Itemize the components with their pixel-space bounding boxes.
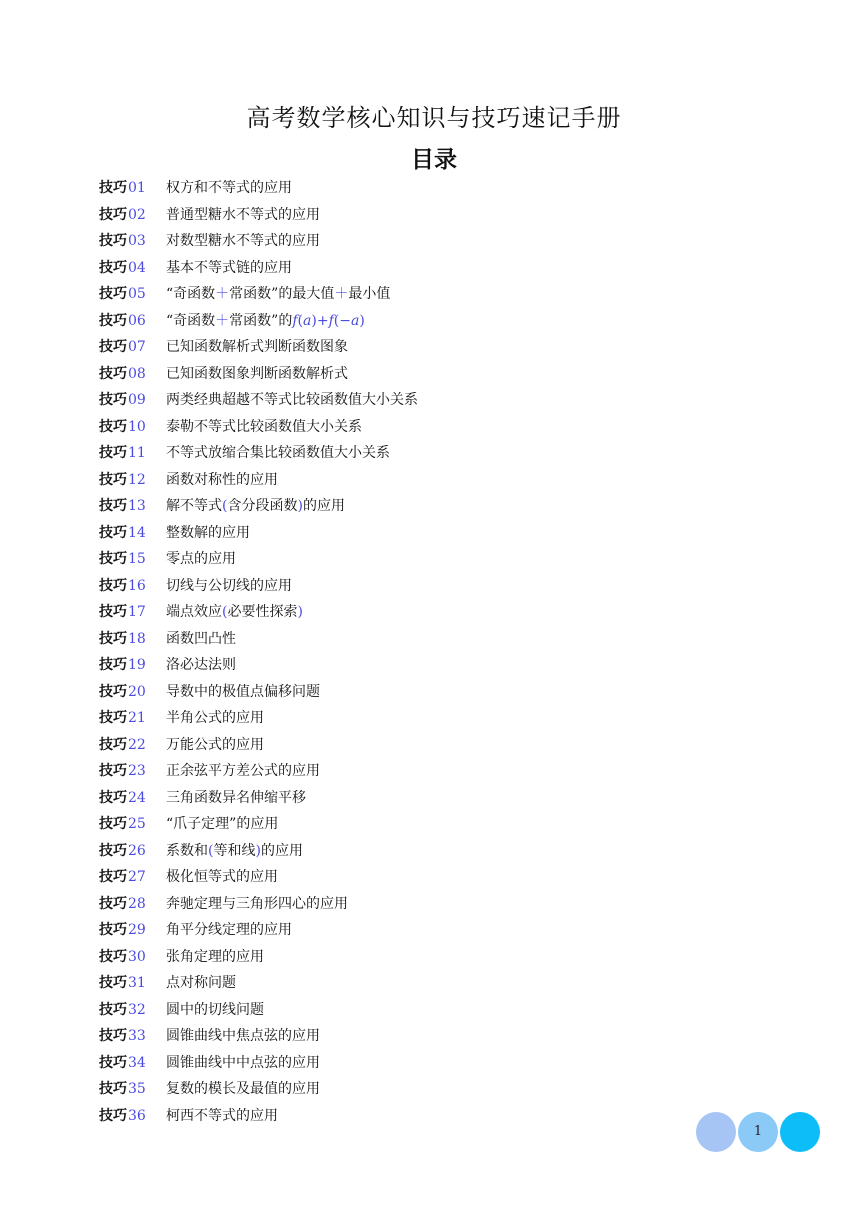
- toc-item-label: 零点的应用: [166, 551, 236, 567]
- toc-item[interactable]: [99, 626, 799, 653]
- toc-item-number: 24: [128, 789, 146, 806]
- toc-item-prefix: 技巧: [99, 1107, 127, 1124]
- toc-item-number: 14: [128, 524, 146, 541]
- toc-item-prefix: 技巧: [99, 312, 127, 329]
- table-of-contents: [99, 175, 799, 1129]
- toc-item[interactable]: [99, 467, 799, 494]
- toc-item-prefix: 技巧: [99, 710, 127, 726]
- toc-item[interactable]: [99, 758, 799, 785]
- toc-item-label: 普通型糖水不等式的应用: [166, 206, 320, 223]
- toc-item[interactable]: [99, 705, 799, 732]
- toc-item[interactable]: [99, 599, 799, 626]
- toc-item-number: 35: [128, 1081, 146, 1097]
- toc-item[interactable]: [99, 546, 799, 573]
- toc-item-number: 36: [128, 1107, 146, 1124]
- toc-item-prefix: 技巧: [99, 206, 127, 223]
- toc-item-label: 两类经典超越不等式比较函数值大小关系: [166, 392, 418, 408]
- toc-item-label: 圆锥曲线中焦点弦的应用: [166, 1028, 320, 1044]
- toc-item-number: 12: [128, 471, 146, 488]
- toc-item-number: 07: [128, 339, 146, 355]
- toc-item-prefix: 技巧: [99, 975, 127, 991]
- toc-item-label: 权方和不等式的应用: [166, 180, 292, 196]
- toc-item-number: 30: [128, 948, 146, 965]
- toc-item[interactable]: [99, 334, 799, 361]
- toc-item-number: 05: [128, 286, 146, 302]
- toc-item[interactable]: [99, 281, 799, 308]
- toc-item-label: 复数的模长及最值的应用: [166, 1081, 320, 1097]
- toc-item-number: 01: [128, 180, 146, 196]
- toc-item[interactable]: [99, 361, 799, 388]
- toc-item-prefix: 技巧: [99, 895, 127, 912]
- toc-item[interactable]: [99, 1050, 799, 1077]
- toc-item-label: 正余弦平方差公式的应用: [166, 763, 320, 779]
- toc-item-number: 28: [128, 895, 146, 912]
- toc-item-prefix: 技巧: [99, 1028, 127, 1044]
- toc-item-number: 16: [128, 577, 146, 594]
- toc-item[interactable]: [99, 970, 799, 997]
- page-number: 1: [753, 1124, 763, 1139]
- toc-item[interactable]: [99, 573, 799, 600]
- toc-item-number: 34: [128, 1054, 146, 1071]
- toc-item-prefix: 技巧: [99, 1081, 127, 1097]
- toc-item[interactable]: [99, 308, 799, 335]
- toc-item-prefix: 技巧: [99, 869, 127, 885]
- toc-item-prefix: 技巧: [99, 604, 127, 620]
- toc-item-label: 基本不等式链的应用: [166, 259, 292, 276]
- toc-item-number: 25: [128, 816, 146, 832]
- toc-item-prefix: 技巧: [99, 683, 127, 700]
- toc-item-number: 33: [128, 1028, 146, 1044]
- toc-item-label: 洛必达法则: [166, 657, 236, 673]
- toc-item-number: 06: [128, 312, 146, 329]
- toc-item[interactable]: [99, 202, 799, 229]
- toc-item-number: 02: [128, 206, 146, 223]
- toc-item-label: 不等式放缩合集比较函数值大小关系: [166, 445, 390, 461]
- toc-item[interactable]: [99, 255, 799, 282]
- toc-item[interactable]: [99, 493, 799, 520]
- toc-item-number: 10: [128, 418, 146, 435]
- toc-item-number: 17: [128, 604, 146, 620]
- toc-item-prefix: 技巧: [99, 657, 127, 673]
- toc-item-prefix: 技巧: [99, 763, 127, 779]
- toc-item[interactable]: [99, 891, 799, 918]
- toc-item-prefix: 技巧: [99, 842, 127, 859]
- toc-item[interactable]: [99, 679, 799, 706]
- toc-item-prefix: 技巧: [99, 286, 127, 302]
- toc-item-number: 13: [128, 498, 146, 514]
- toc-item-label: 整数解的应用: [166, 524, 250, 541]
- toc-item[interactable]: [99, 997, 799, 1024]
- toc-item-prefix: 技巧: [99, 445, 127, 461]
- toc-item-prefix: 技巧: [99, 233, 127, 249]
- toc-item-prefix: 技巧: [99, 922, 127, 938]
- toc-item-label: 柯西不等式的应用: [166, 1107, 278, 1124]
- toc-item[interactable]: [99, 440, 799, 467]
- toc-item-prefix: 技巧: [99, 365, 127, 382]
- toc-item-prefix: 技巧: [99, 180, 127, 196]
- toc-item-prefix: 技巧: [99, 630, 127, 647]
- toc-item-prefix: 技巧: [99, 259, 127, 276]
- toc-item[interactable]: [99, 520, 799, 547]
- toc-item-prefix: 技巧: [99, 1054, 127, 1071]
- toc-item-prefix: 技巧: [99, 498, 127, 514]
- toc-item[interactable]: [99, 414, 799, 441]
- toc-item[interactable]: [99, 1023, 799, 1050]
- toc-item-prefix: 技巧: [99, 736, 127, 753]
- toc-item[interactable]: [99, 175, 799, 202]
- toc-item-label: 极化恒等式的应用: [166, 869, 278, 885]
- toc-heading: 目录: [411, 146, 457, 173]
- toc-item-number: 03: [128, 233, 146, 249]
- toc-item-label: 对数型糖水不等式的应用: [166, 233, 320, 249]
- toc-item[interactable]: [99, 387, 799, 414]
- page-number-badge: [696, 1112, 826, 1154]
- toc-item-label: 奔驰定理与三角形四心的应用: [166, 895, 348, 912]
- toc-item-number: 09: [128, 392, 146, 408]
- toc-item-number: 19: [128, 657, 146, 673]
- toc-item-number: 21: [128, 710, 146, 726]
- toc-item-label: 圆中的切线问题: [166, 1001, 264, 1018]
- toc-item-number: 27: [128, 869, 146, 885]
- toc-item-label: 切线与公切线的应用: [166, 577, 292, 594]
- toc-item[interactable]: [99, 944, 799, 971]
- toc-item-number: 18: [128, 630, 146, 647]
- toc-item-label: 点对称问题: [166, 975, 236, 991]
- document-title: 高考数学核心知识与技巧速记手册: [246, 104, 622, 132]
- toc-item-number: 11: [128, 445, 146, 461]
- toc-item-label: 系数和(等和线)的应用: [166, 842, 303, 859]
- toc-item-prefix: 技巧: [99, 1001, 127, 1018]
- toc-item[interactable]: [99, 1076, 799, 1103]
- toc-item-number: 08: [128, 365, 146, 382]
- toc-item-number: 22: [128, 736, 146, 753]
- toc-item-label: 三角函数异名伸缩平移: [166, 789, 306, 806]
- toc-item-label: 半角公式的应用: [166, 710, 264, 726]
- toc-item[interactable]: [99, 811, 799, 838]
- toc-item-prefix: 技巧: [99, 471, 127, 488]
- toc-item-number: 32: [128, 1001, 146, 1018]
- toc-item-number: 04: [128, 259, 146, 276]
- toc-item-label: 已知函数解析式判断函数图象: [166, 339, 348, 355]
- toc-item-number: 29: [128, 922, 146, 938]
- toc-item[interactable]: [99, 1103, 799, 1130]
- toc-item-label: 导数中的极值点偏移问题: [166, 683, 320, 700]
- toc-item-label: 函数对称性的应用: [166, 471, 278, 488]
- toc-item-label: “奇函数＋常函数”的f(a)+f(−a): [166, 312, 365, 329]
- toc-item-prefix: 技巧: [99, 551, 127, 567]
- toc-item-label: 泰勒不等式比较函数值大小关系: [166, 418, 362, 435]
- toc-item-prefix: 技巧: [99, 816, 127, 832]
- toc-item-prefix: 技巧: [99, 577, 127, 594]
- toc-item-label: “奇函数＋常函数”的最大值＋最小值: [166, 286, 391, 302]
- toc-item-label: 角平分线定理的应用: [166, 922, 292, 938]
- toc-item-number: 31: [128, 975, 146, 991]
- toc-item-label: 圆锥曲线中中点弦的应用: [166, 1054, 320, 1071]
- toc-item-number: 23: [128, 763, 146, 779]
- decorative-circle-right: [780, 1112, 820, 1152]
- toc-item-label: 万能公式的应用: [166, 736, 264, 753]
- toc-item[interactable]: [99, 864, 799, 891]
- toc-item-number: 15: [128, 551, 146, 567]
- toc-item-prefix: 技巧: [99, 339, 127, 355]
- toc-item-label: 函数凹凸性: [166, 630, 236, 647]
- toc-item[interactable]: [99, 228, 799, 255]
- toc-item-label: 张角定理的应用: [166, 948, 264, 965]
- toc-item-number: 20: [128, 683, 146, 700]
- toc-item[interactable]: [99, 917, 799, 944]
- toc-item-prefix: 技巧: [99, 524, 127, 541]
- toc-item-label: 端点效应(必要性探索): [166, 604, 303, 620]
- toc-item-number: 26: [128, 842, 146, 859]
- toc-item-prefix: 技巧: [99, 948, 127, 965]
- toc-item-prefix: 技巧: [99, 418, 127, 435]
- toc-item[interactable]: [99, 838, 799, 865]
- decorative-circle-left: [696, 1112, 736, 1152]
- toc-item-label: 解不等式(含分段函数)的应用: [166, 498, 345, 514]
- toc-item-label: “爪子定理”的应用: [166, 816, 279, 832]
- toc-item[interactable]: [99, 652, 799, 679]
- toc-item[interactable]: [99, 732, 799, 759]
- toc-item[interactable]: [99, 785, 799, 812]
- toc-item-label: 已知函数图象判断函数解析式: [166, 365, 348, 382]
- toc-item-prefix: 技巧: [99, 789, 127, 806]
- toc-item-prefix: 技巧: [99, 392, 127, 408]
